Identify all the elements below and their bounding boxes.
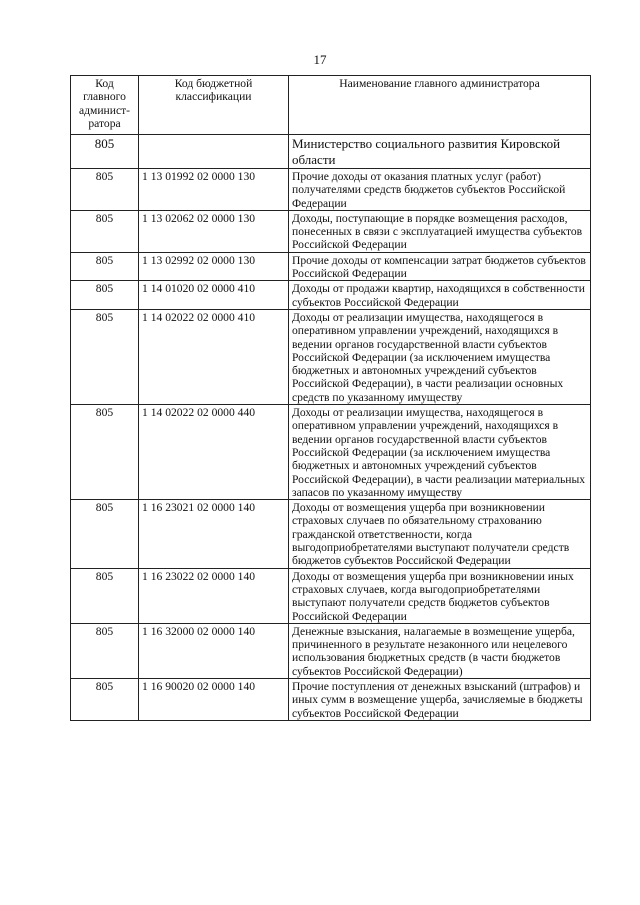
table-row: [71, 678, 591, 720]
table-row: [71, 568, 591, 623]
row-revenue-name: Доходы от реализации имущества, находящегося в оперативном управлении учреждений, находящихся в ведении органов государственной власти субъектов Российской Федерации (за исключением имущества бюджетных и автономных учреждений субъектов Российской Федерации), в части реализации основных средств по указанному имуществу: [289, 309, 591, 404]
row-revenue-name: Доходы, поступающие в порядке возмещения расходов, понесенных в связи с эксплуатацией имущества субъектов Российской Федерации: [289, 210, 591, 252]
table-header-row: [71, 76, 591, 135]
row-revenue-name: Доходы от возмещения ущерба при возникновении страховых случаев по обязательному страхованию гражданской ответственности, когда выгодоприобретателями выступают получатели средств бюджетов субъектов Российской Федерации: [289, 500, 591, 568]
row-revenue-name: Доходы от реализации имущества, находящегося в оперативном управлении учреждений, находящихся в ведении органов государственной власти субъектов Российской Федерации (за исключением имущества бюджетных и автономных учреждений субъектов Российской Федерации), в части реализации материальных запасов по указанному имуществу: [289, 405, 591, 500]
row-budget-code: 1 14 02022 02 0000 440: [139, 405, 289, 500]
table-row: [71, 405, 591, 500]
row-budget-code: 1 14 01020 02 0000 410: [139, 281, 289, 310]
table-row: [71, 309, 591, 404]
row-revenue-name: Доходы от продажи квартир, находящихся в собственности субъектов Российской Федерации: [289, 281, 591, 310]
row-admin-code: 805: [71, 309, 139, 404]
ministry-row: [71, 135, 591, 169]
row-budget-code: 1 16 23022 02 0000 140: [139, 568, 289, 623]
page-number: 17: [313, 52, 327, 67]
header-admin-code: Код главного админист-ратора: [71, 76, 139, 135]
row-revenue-name: Прочие поступления от денежных взысканий (штрафов) и иных сумм в возмещение ущерба, зачисляемые в бюджеты субъектов Российской Федерации: [289, 678, 591, 720]
row-budget-code: 1 13 02992 02 0000 130: [139, 252, 289, 281]
table-row: [71, 210, 591, 252]
row-admin-code: 805: [71, 405, 139, 500]
row-budget-code: 1 14 02022 02 0000 410: [139, 309, 289, 404]
ministry-kbk-empty: [139, 135, 289, 169]
table-row: [71, 623, 591, 678]
row-admin-code: 805: [71, 568, 139, 623]
row-revenue-name: Денежные взыскания, налагаемые в возмещение ущерба, причиненного в результате незаконного или нецелевого использования бюджетных средств (в части бюджетов субъектов Российской Федерации): [289, 623, 591, 678]
row-budget-code: 1 16 32000 02 0000 140: [139, 623, 289, 678]
row-revenue-name: Прочие доходы от оказания платных услуг (работ) получателями средств бюджетов субъектов Российской Федерации: [289, 169, 591, 211]
row-budget-code: 1 13 02062 02 0000 130: [139, 210, 289, 252]
row-admin-code: 805: [71, 623, 139, 678]
row-budget-code: 1 16 23021 02 0000 140: [139, 500, 289, 568]
row-admin-code: 805: [71, 500, 139, 568]
header-admin-name: Наименование главного администратора: [289, 76, 591, 135]
ministry-code: 805: [71, 135, 139, 169]
row-budget-code: 1 13 01992 02 0000 130: [139, 169, 289, 211]
row-admin-code: 805: [71, 210, 139, 252]
row-admin-code: 805: [71, 252, 139, 281]
row-admin-code: 805: [71, 281, 139, 310]
table-row: [71, 252, 591, 281]
row-admin-code: 805: [71, 169, 139, 211]
table-row: [71, 281, 591, 310]
table-row: [71, 500, 591, 568]
row-admin-code: 805: [71, 678, 139, 720]
ministry-name: Министерство социального развития Кировской области: [289, 135, 591, 169]
row-budget-code: 1 16 90020 02 0000 140: [139, 678, 289, 720]
table-row: [71, 169, 591, 211]
budget-admin-table: [70, 75, 591, 721]
row-revenue-name: Прочие доходы от компенсации затрат бюджетов субъектов Российской Федерации: [289, 252, 591, 281]
header-budget-code: Код бюджетной классификации: [139, 76, 289, 135]
row-revenue-name: Доходы от возмещения ущерба при возникновении иных страховых случаев, когда выгодоприобретателями выступают получатели средств бюджетов субъектов Российской Федерации: [289, 568, 591, 623]
